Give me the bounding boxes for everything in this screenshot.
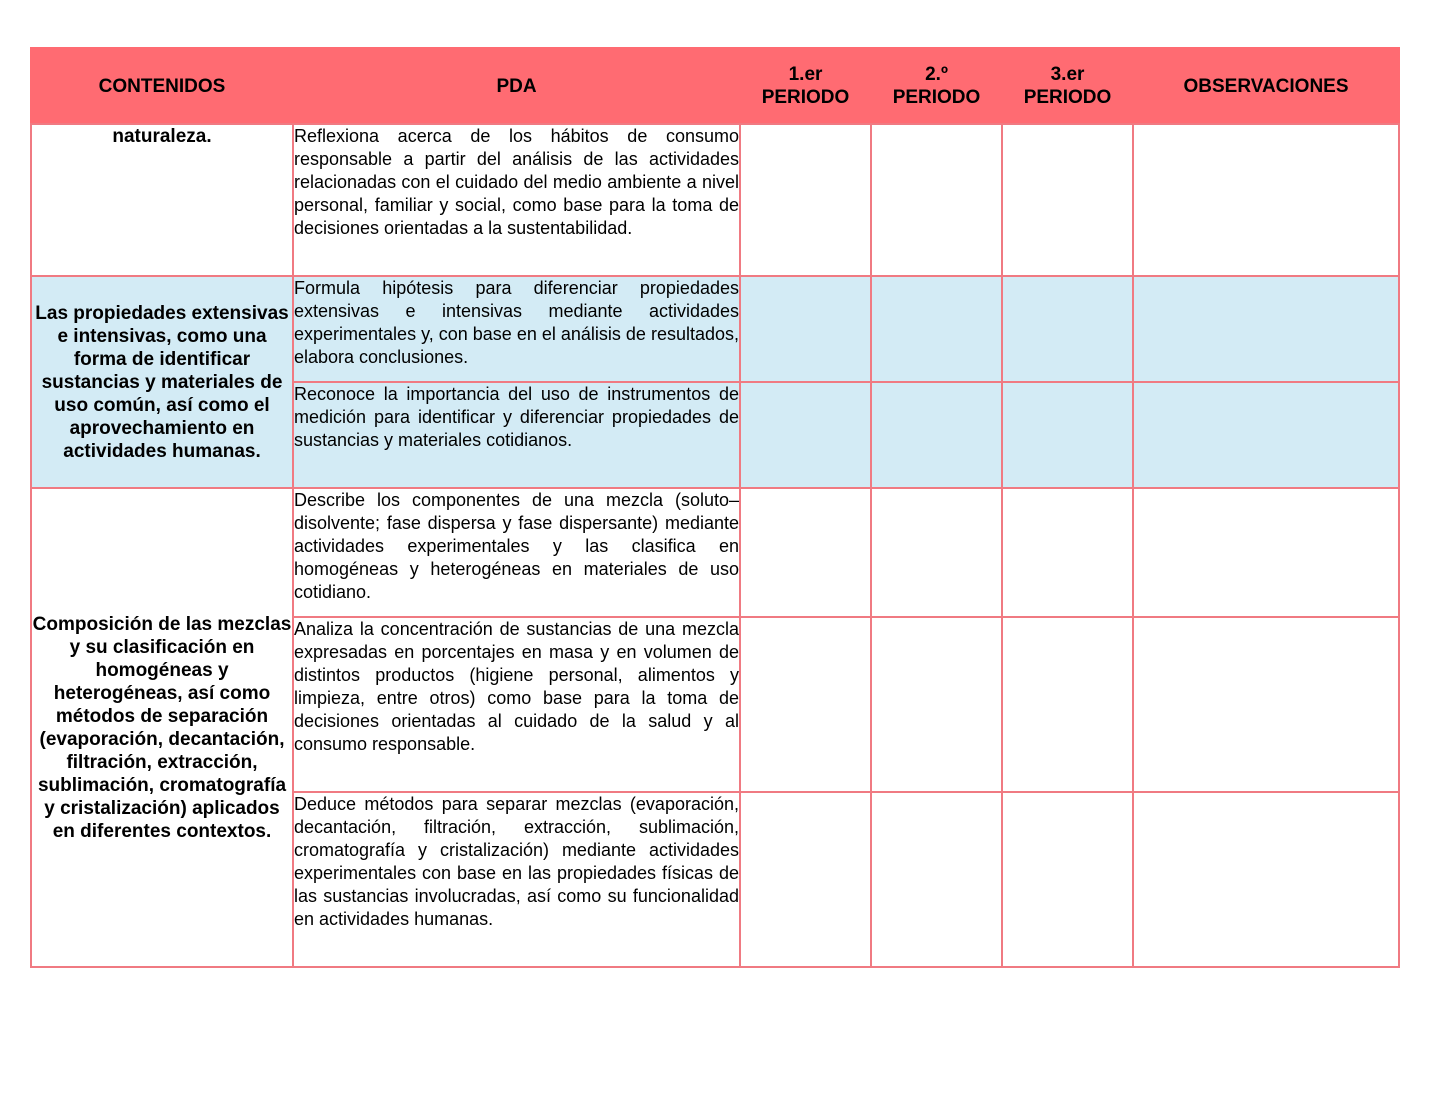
pda-cell: Analiza la concentración de sustancias de una mezcla expresadas en porcentajes en masa y en volumen de distintos productos (higiene personal, alimentos y limpieza, entre otros) como base para la toma de decisiones orientadas al cuidado de la salud y al consumo responsable. — [293, 617, 740, 792]
periodo-1-cell[interactable] — [740, 276, 871, 382]
evaluation-table — [30, 47, 1400, 968]
pda-cell: Describe los componentes de una mezcla (soluto–disolvente; fase dispersa y fase dispersante) mediante actividades experimentales y las clasifica en homogéneas y heterogéneas en materiales de uso cotidiano. — [293, 488, 740, 617]
header-observaciones: OBSERVACIONES — [1133, 48, 1399, 124]
periodo-2-cell[interactable] — [871, 488, 1002, 617]
pda-cell: Reconoce la importancia del uso de instrumentos de medición para identificar y diferenciar propiedades de sustancias y materiales cotidianos. — [293, 382, 740, 488]
periodo-3-cell[interactable] — [1002, 124, 1133, 276]
header-periodo-3-line-2: PERIODO — [1023, 87, 1112, 108]
periodo-3-cell[interactable] — [1002, 276, 1133, 382]
observaciones-cell[interactable] — [1133, 124, 1399, 276]
periodo-3-cell[interactable] — [1002, 382, 1133, 488]
periodo-1-cell[interactable] — [740, 488, 871, 617]
periodo-3-cell[interactable] — [1002, 488, 1133, 617]
observaciones-cell[interactable] — [1133, 276, 1399, 382]
periodo-1-cell[interactable] — [740, 617, 871, 792]
periodo-1-cell[interactable] — [740, 124, 871, 276]
periodo-2-cell[interactable] — [871, 124, 1002, 276]
periodo-2-cell[interactable] — [871, 276, 1002, 382]
header-pda: PDA — [293, 48, 740, 124]
observaciones-cell[interactable] — [1133, 792, 1399, 967]
header-periodo-3-line-1: 3.er — [1050, 64, 1085, 85]
header-contenidos: CONTENIDOS — [31, 48, 293, 124]
table-row — [31, 276, 1399, 382]
periodo-2-cell[interactable] — [871, 617, 1002, 792]
observaciones-cell[interactable] — [1133, 382, 1399, 488]
header-periodo-2 — [871, 48, 1002, 124]
pda-cell: Reflexiona acerca de los hábitos de consumo responsable a partir del análisis de las actividades relacionadas con el cuidado del medio ambiente a nivel personal, familiar y social, como base para la toma de decisiones orientadas a la sustentabilidad. — [293, 124, 740, 276]
header-periodo-2-line-1: 2.º — [925, 64, 948, 85]
pda-cell: Formula hipótesis para diferenciar propiedades extensivas e intensivas mediante actividades experimentales y, con base en el análisis de resultados, elabora conclusiones. — [293, 276, 740, 382]
header-row — [31, 48, 1399, 124]
header-periodo-1-line-1: 1.er — [788, 64, 823, 85]
header-periodo-1 — [740, 48, 871, 124]
periodo-1-cell[interactable] — [740, 792, 871, 967]
periodo-3-cell[interactable] — [1002, 617, 1133, 792]
periodo-1-cell[interactable] — [740, 382, 871, 488]
periodo-3-cell[interactable] — [1002, 792, 1133, 967]
periodo-2-cell[interactable] — [871, 792, 1002, 967]
periodo-2-cell[interactable] — [871, 382, 1002, 488]
contenido-cell: naturaleza. — [31, 124, 293, 276]
observaciones-cell[interactable] — [1133, 617, 1399, 792]
pda-cell: Deduce métodos para separar mezclas (evaporación, decantación, filtración, extracción, sublimación, cromatografía y cristalización) mediante actividades experimentales con base en las propiedades físicas de las sustancias involucradas, así como su funcionalidad en actividades humanas. — [293, 792, 740, 967]
observaciones-cell[interactable] — [1133, 488, 1399, 617]
contenido-cell: Composición de las mezclas y su clasificación en homogéneas y heterogéneas, así como métodos de separación (evaporación, decantación, filtración, extracción, sublimación, cromatografía y cristalización) aplicados en diferentes contextos. — [31, 488, 293, 967]
table-row — [31, 488, 1399, 617]
header-periodo-2-line-2: PERIODO — [892, 87, 981, 108]
contenido-cell: Las propiedades extensivas e intensivas, como una forma de identificar sustancias y materiales de uso común, así como el aprovechamiento en actividades humanas. — [31, 276, 293, 488]
table-row — [31, 124, 1399, 276]
header-periodo-3 — [1002, 48, 1133, 124]
header-periodo-1-line-2: PERIODO — [761, 87, 850, 108]
